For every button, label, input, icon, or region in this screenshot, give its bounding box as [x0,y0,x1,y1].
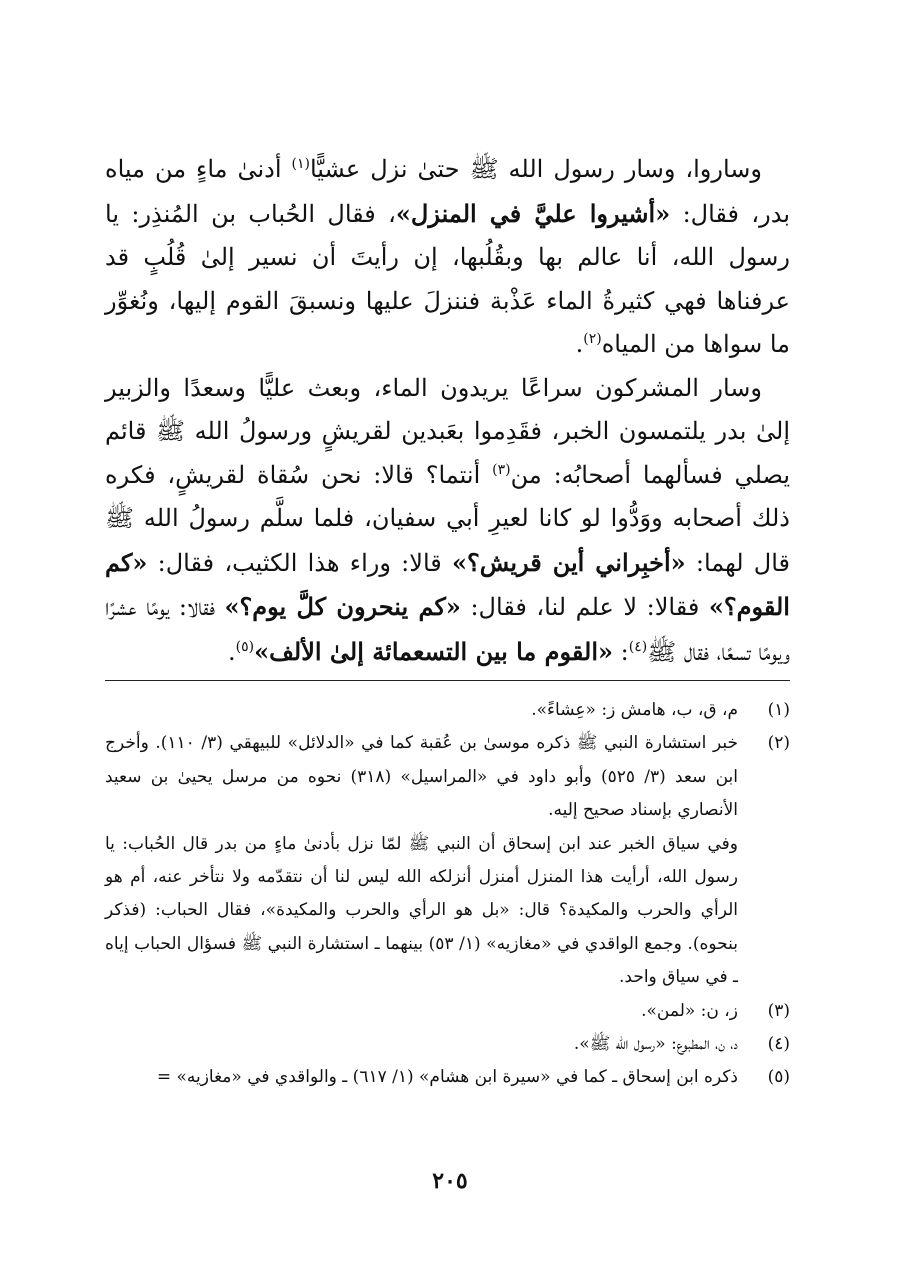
text-run: . [227,637,236,666]
footnote-number: (٥) [767,1067,790,1088]
footnote-body [105,727,738,994]
text-run: أنتما؟ قالا: نحن سُقاة لقريشٍ، فكره ذلك أصحابه ووَدُّوا لو كانا لعيرِ أبي سفيان، فلما سلَّم رسولُ الله ﷺ قال لهما: [105,460,790,577]
text-run: فقالا: يومًا عشرًا ويومًا تسعًا، فقال ﷺ [105,593,790,666]
footnote-number: (٣) [767,1000,790,1021]
footnote-number: (٢) [767,733,790,754]
text-run: ، فقال الحُباب بن المُنذِر: يا رسول الله، أنا عالم بها وبقُلُبها، إن رأيتَ أن نسير إلىٰ قُلُبٍ قد عرفناها فهي كثيرةُ الماء عَذْبة فننزلَ عليها ونسبقَ القوم إليها، ونُغوِّر ما سواها من المياه [105,199,790,358]
footnote-text: ذكره ابن إسحاق ـ كما في «سيرة ابن هشام» (١/ ٦١٧) ـ والواقدي في «مغازيه» = [156,1067,738,1088]
footnote-body [105,1028,738,1061]
footnote-number: (٤) [767,1034,790,1055]
page-number: ٢٠٥ [432,1168,468,1194]
main-paragraph [105,148,790,367]
bold-quote: «أشيروا عليَّ في المنزل» [395,198,671,228]
footnotes [105,694,790,1095]
footnote [105,1061,790,1094]
footnote-body [105,1061,738,1094]
footnote-ref: (٢) [583,331,602,347]
text-run: وسار المشركون سراعًا يريدون الماء، وبعث عليًّا وسعدًا والزبير إلىٰ بدر يلتمسون الخبر، فقَدِموا بعَبدين لقريشٍ ورسولُ الله ﷺ قائم يصلي فسألهما أصحابُه: من [105,373,791,489]
footnote-ref: (٤) [628,638,648,655]
text-run: . [575,330,584,358]
footnote-text: وفي سياق الخبر عند ابن إسحاق أن النبي ﷺ لمّا نزل بأدنىٰ ماءٍ من بدر قال الحُباب: يا رسول الله، أرأيت هذا المنزل أمنزل أنزلكه الله ليس لنا أن نتقدّمه ولا نتأخر عنه، أم هو الرأي والحرب والمكيدة؟ قال: «بل هو الرأي والحرب والمكيدة»، فقال الحباب: (فذكر بنحوه). وجمع الواقدي في «مغازيه» (١/ ٥٣) بينهما ـ استشارة النبي ﷺ فسؤال الحباب إياه ـ في سياق واحد. [105,833,738,988]
bold-quote: «كم القوم؟» [105,547,790,621]
text-run: وساروا، وسار رسول الله ﷺ حتىٰ نزل عشيًّا [309,155,762,183]
footnote [105,1028,790,1061]
footnote-ref: (١) [291,156,310,172]
footnote-text: د، ن، المطبوع: «رسول الله ﷺ». [573,1034,738,1055]
footnote [105,727,790,994]
footnote-ref: (٣) [492,461,511,478]
footnote-body [105,995,738,1028]
footnote-text: م، ق، ب، هامش ز: «عِشاءً». [531,700,738,720]
bold-quote: «القوم ما بين التسعمائة إلىٰ الألف» [254,636,614,666]
bold-quote: «كم ينحرون كلَّ يوم؟» [224,592,461,621]
text-run: : [613,637,629,666]
bold-quote: «أخبِراني أين قريش؟» [451,547,686,577]
text-run: قالا: وراء هذا الكثيب، فقال: [147,548,452,577]
footnote-body [105,694,738,727]
footnote-ref: (٥) [235,638,255,655]
text-run: أدنىٰ ماءٍ من مياه بدر، فقال: [105,155,791,228]
footnote-divider [105,680,790,681]
text-run: فقالا: لا علم لنا، فقال: [460,593,709,621]
main-text [105,148,790,674]
footnote-text: ز، ن: «لمن». [641,1000,738,1021]
footnote-text: خبر استشارة النبي ﷺ ذكره موسىٰ بن عُقبة كما في «الدلائل» للبيهقي (٣/ ١١٠). وأخرج ابن سعد (٣/ ٥٢٥) وأبو داود في «المراسيل» (٣١٨) نحوه من مرسل يحيىٰ بن سعيد الأنصاري بإسناد صحيح إليه. [105,733,738,821]
main-paragraph [105,367,790,675]
footnote [105,694,790,727]
footnote-number: (١) [767,700,790,720]
footnote [105,995,790,1028]
